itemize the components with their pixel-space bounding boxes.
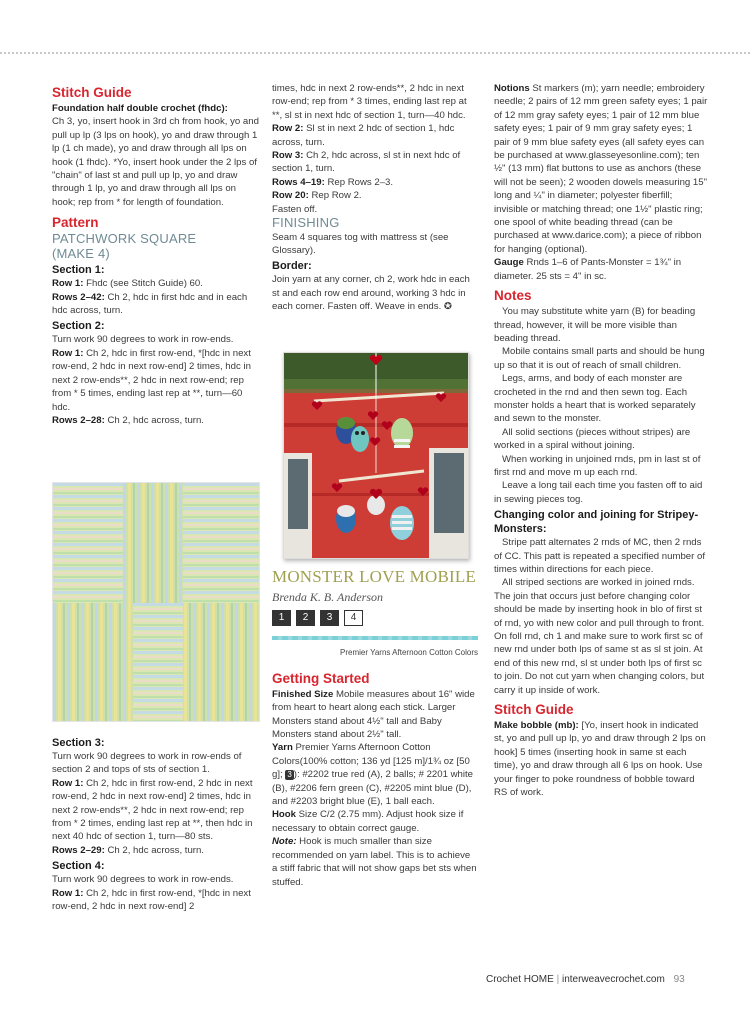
row-3 [272, 149, 478, 176]
note-text: Hook is much smaller than size recommended on yarn label. This is to achieve a stiff fabric that will not show gaps bet sts when stuffed. [272, 836, 477, 888]
finished-size-label: Finished Size [272, 688, 334, 700]
s3-row1 [52, 777, 260, 844]
s3-rows2 [52, 844, 260, 857]
s1-row1 [52, 277, 260, 290]
end-mark-icon: ✪ [443, 301, 452, 313]
rows-4-19-text: Rep Rows 2–3. [324, 176, 394, 188]
monster-mobile-image [284, 353, 468, 558]
fhdc-text: Ch 3, yo, insert hook in 3rd ch from hook, yo and pull up lp (3 lps on hook), yo and draw through 1 lp (1 ch made), yo and draw through all lps on hook (1 fhdc). *Yo, insert hook under the 2 lps of "chain" of last st and pull up lp, yo and draw through 1 lp, yo and draw through all lps on hook; rep from * for length of foundation. [52, 116, 259, 208]
s3-row1-text: Ch 2, hdc in first row-end, 2 hdc in next row-end, 2 hdc in next row-end] 2 times, hdc in next 2 row-ends**, 2 hdc in next row-end; rep from * 2 times, ending last rep at **, then hdc in next 40 hdc of section 1, turn—80 sts. [52, 777, 253, 843]
note-item: Leave a long tail each time you fasten off to aid in sewing pieces tog. [494, 480, 703, 505]
skill-level-1: 1 [272, 610, 291, 626]
patchwork-blanket-image [53, 483, 259, 721]
note-item: You may substitute white yarn (B) for beading thread, however, it will be more visible than beading thread. [494, 306, 696, 344]
rows-4-19-label: Rows 4–19: [272, 176, 325, 188]
footer-separator: | [556, 974, 560, 985]
s1-rows2-label: Rows 2–42: [52, 291, 105, 303]
bobble-text: [Yo, insert hook in indicated st, yo and pull up lp, yo and draw through 2 lps on hook] 5 times (inserting hook in same st each time), yo and draw through all 6 lps on hook. Use your finger to poke roundness of bobble toward RS of work. [494, 720, 706, 799]
border-text [272, 273, 478, 313]
notions-text: St markers (m); yarn needle; embroidery needle; 2 pairs of 12 mm green safety eyes; 1 pair of 12 mm gray safety eyes; 1 pair of 12 mm blue safety eyes; 1 pair of 9 mm gray safety eyes; 1 pair of 9 mm blue safety eyes (all safety eyes can be purchased at www.glasseyesonline.com); ten ½" (13 mm) flat buttons to use as anchors (these will not be seen); 2 wooden dowels measuring 15" long and ¼" in diameter; polyester fiberfill; invisible or matching thread; one 1½" plastic ring; one spool of white beading thread (can be purchased at www.darice.com); a piece of ribbon for hanging (optional). [494, 83, 708, 255]
finished-size [272, 688, 478, 742]
bobble-label: Make bobble (mb): [494, 720, 579, 732]
stitch-guide-heading-2: Stitch Guide [494, 702, 574, 718]
section-3-heading: Section 3: [52, 737, 105, 749]
gauge [494, 256, 708, 283]
yarn [272, 741, 478, 808]
s4-intro: Turn work 90 degrees to work in row-ends. [52, 874, 234, 886]
row-3-label: Row 3: [272, 150, 304, 162]
s1-row1-text: Fhdc (see Stitch Guide) 60. [83, 278, 203, 290]
s2-intro: Turn work 90 degrees to work in row-ends. [52, 334, 234, 346]
note-item: Legs, arms, and body of each monster are crocheted in the rnd and then sewn tog. Each monster holds a heart that is worked separately and sewn to the monster. [494, 373, 696, 425]
row-3-text: Ch 2, hdc across, sl st in next hdc of section 1, turn. [272, 150, 461, 175]
row-2-text: Sl st in next 2 hdc of section 1, hdc across, turn. [272, 123, 455, 148]
section-4-heading: Section 4: [52, 860, 105, 873]
row-2-label: Row 2: [272, 123, 304, 135]
notions-label: Notions [494, 83, 530, 94]
border-heading: Border: [272, 260, 312, 273]
bobble [494, 719, 708, 799]
finished-size-text: Mobile measures about 16" wide from heart to heart along each stick. Larger Monsters stand about 4½" tall and Baby Monsters stand about 2½" tall. [272, 688, 475, 741]
notions [494, 82, 708, 256]
pattern-title: MONSTER LOVE MOBILE [272, 567, 477, 586]
designer-byline: Brenda K. B. Anderson [272, 590, 383, 604]
note-item: When working in unjoined rnds, pm in last st of first rnd and move m up each rnd. [494, 453, 701, 478]
s3-intro: Turn work 90 degrees to work in row-ends of section 2 and tops of sts of section 1. [52, 751, 242, 776]
page-number: 93 [673, 974, 685, 985]
fhdc-title: Foundation half double crochet (fhdc): [52, 103, 228, 114]
s4-row1-text: Ch 2, hdc in first row-end, *[hdc in next row-end, 2 hdc in next row-end] 2 [52, 887, 251, 913]
skill-level [272, 610, 478, 626]
note-item: All solid sections (pieces without stripes) are worked in a spiral without joining. [494, 426, 691, 452]
yarn-text-b: ): #2202 true red (A), 2 balls; # 2201 white (B), #2206 fern green (C), #2205 mint blue (D), and #2203 bright blue (E), 1 ball each. [272, 769, 473, 808]
getting-started-heading: Getting Started [272, 670, 370, 686]
yarn-weight-icon: 3 [287, 770, 292, 780]
column-3 [494, 82, 708, 800]
notes-heading: Notes [494, 288, 532, 304]
row-20-label: Row 20: [272, 190, 309, 202]
row-20 [272, 189, 478, 202]
magazine-name: Crochet HOME [486, 974, 554, 985]
skill-level-3: 3 [320, 610, 339, 626]
border-text-body: Join yarn at any corner, ch 2, work hdc in each st and each row end around, working 3 hdc in each corner. Fasten off. Weave in ends. [272, 274, 470, 313]
page-footer [486, 974, 685, 985]
changing-color-heading: Changing color and joining for Stripey-Monsters: [494, 509, 699, 536]
column-1-lower [52, 734, 260, 913]
s3-row1-label: Row 1: [52, 777, 84, 789]
top-dotted-rule [0, 52, 750, 54]
section4-continued: times, hdc in next 2 row-ends**, 2 hdc in next row-end; rep from * 3 times, ending last rep at **, sl st in next hdc of section 1, turn—40 hdc. [272, 83, 467, 121]
yarn-label: Yarn [272, 742, 293, 754]
gauge-label: Gauge [494, 257, 524, 269]
s2-row1-label: Row 1: [52, 347, 84, 359]
skill-level-2: 2 [296, 610, 315, 626]
s4-row1-label: Row 1: [52, 887, 84, 899]
changing-note: Stripe patt alternates 2 rnds of MC, then 2 rnds of CC. This patt is repeated a specified number of times within directions for each piece. [494, 537, 705, 575]
fhdc-entry [52, 102, 260, 209]
hook-label: Hook [272, 809, 296, 821]
yarn-credit: Premier Yarns Afternoon Cotton Colors [340, 648, 478, 658]
s1-row1-label: Row 1: [52, 278, 84, 290]
s2-rows2-text: Ch 2, hdc across, turn. [104, 414, 204, 426]
s2-rows2-label: Rows 2–28: [52, 414, 105, 426]
hook-text: Size C/2 (2.75 mm). Adjust hook size if necessary to obtain correct gauge. [272, 809, 464, 834]
note-label: Note: [272, 836, 297, 848]
finishing-text: Seam 4 squares tog with mattress st (see Glossary). [272, 231, 449, 256]
column-2-lower [272, 566, 478, 889]
monster-mobile-photo [283, 352, 469, 559]
hook [272, 808, 478, 835]
note [272, 835, 478, 889]
s3-rows2-text: Ch 2, hdc across, turn. [104, 844, 204, 856]
s3-rows2-label: Rows 2–29: [52, 844, 105, 856]
skill-level-4: 4 [344, 610, 363, 626]
column-1 [52, 82, 260, 427]
rows-4-19 [272, 176, 478, 189]
gauge-text: Rnds 1–6 of Pants-Monster = 1¾" in diameter. 25 sts = 4" in sc. [494, 257, 682, 282]
row-2 [272, 122, 478, 149]
yarn-swatch-bar [272, 636, 478, 640]
fasten-off: Fasten off. [272, 203, 318, 215]
section-1-heading: Section 1: [52, 264, 105, 277]
s1-rows2 [52, 291, 260, 318]
patchwork-square-photo [52, 482, 260, 722]
patchwork-heading: PATCHWORK SQUARE (MAKE 4) [52, 231, 197, 261]
row-20-text: Rep Row 2. [308, 190, 362, 202]
stitch-guide-heading: Stitch Guide [52, 85, 132, 100]
note-item: Mobile contains small parts and should be hung up so that it is out of reach of small children. [494, 346, 705, 371]
section-2-heading: Section 2: [52, 320, 105, 333]
changing-note: All striped sections are worked in joined rnds. The join that occurs just before changing color should be made by inserting hook in blo of first st of rnd, yo with new color and pull through to front. On foll rnd, ch 1 and make sure to work first sc of new rnd under both lps of same st as sl st join. At end of this new rnd, sl st under both lps of first sc to join. Do not cut yarn when changing colors, but carry it up inside of work. [494, 577, 705, 696]
yarn-text-a: Premier Yarns Afternoon Cotton Colors(100% cotton; 136 yd [125 m]/1¾ oz [50 g]; [272, 742, 470, 781]
s2-row1 [52, 347, 260, 414]
s2-row1-text: Ch 2, hdc in first row-end, *[hdc in next row-end, 2 hdc in next row-end] 2 times, hdc in next 2 row-ends**, 2 hdc in next row-end; rep from * 5 times, ending last rep at **, turn—60 hdc. [52, 347, 251, 413]
website: interweavecrochet.com [561, 974, 665, 985]
column-2 [272, 82, 478, 314]
finishing-heading: FINISHING [272, 215, 340, 231]
pattern-heading: Pattern [52, 215, 99, 231]
s1-rows2-text: Ch 2, hdc in first hdc and in each hdc across, turn. [52, 291, 248, 317]
s2-rows2 [52, 414, 260, 427]
s4-row1 [52, 887, 260, 914]
